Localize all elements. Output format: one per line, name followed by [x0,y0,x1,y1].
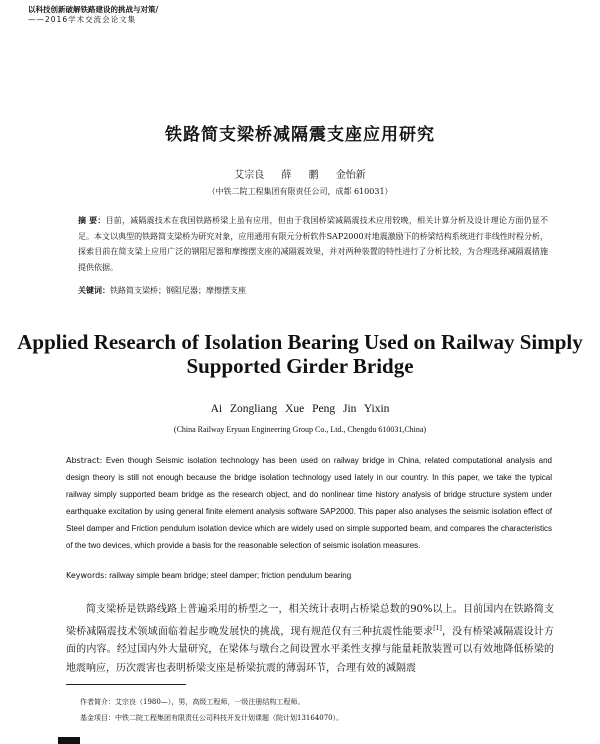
chinese-keywords-text: 铁路简支梁桥；钢阻尼器；摩擦摆支座 [110,286,246,295]
header-proceedings: ——2016学术交流会论文集 [28,15,137,24]
english-keywords-label: Keywords: [66,571,108,580]
footnote-author: 作者简介：艾宗良（1980—），男，高级工程师，一级注册结构工程师。 [80,698,305,706]
english-keywords [66,571,552,580]
chinese-abstract-text: 目前，减隔震技术在我国铁路桥梁上虽有应用，但由于我国桥梁减隔震技术应用较晚，相关计算分析及设计理论方面仍显不足。本文以典型的铁路简支梁桥为研究对象，应用通用有限元分析软件SAP2000对地震激励下的桥梁结构系统进行非线性时程分析，探索目前在简支梁上应用广泛的钢阻尼器和摩擦摆支座的减隔震效果，并对两种装置的特性进行了分析比较，为合理选择减隔震措施提供依据。 [78,216,548,272]
english-title: Applied Research of Isolation Bearing Used on Railway Simply Supported Girder Bridge [17,330,583,378]
body-text-part1: 简支梁桥是铁路线路上普遍采用的桥型之一，相关统计表明占桥梁总数的90%以上。目前国内在铁路简支梁桥减隔震技术领域面临着起步晚发展快的挑战，现有规范仅有三种抗震性能要求 [66,604,554,637]
footnote-funding: 基金项目：中铁二院工程集团有限责任公司科技开发计划课题（院计划13164070）。 [80,714,344,722]
english-authors: Ai Zongliang Xue Peng Jin Yixin [210,403,390,415]
english-keywords-text: railway simple beam bridge; steel damper; friction pendulum bearing [107,571,352,580]
english-affiliation: (China Railway Eryuan Engineering Group Co., Ltd., Chengdu 610031,China) [173,425,427,434]
body-paragraph [66,601,554,678]
english-abstract-label: Abstract: [66,456,103,465]
chinese-abstract-label: 摘 要： [78,216,106,225]
running-header [28,5,158,25]
header-series-title: 以科技创新破解铁路建设的挑战与对策/ [28,5,159,14]
chinese-abstract [78,213,548,275]
footnote-divider [66,684,186,685]
page-corner-mark [58,737,80,744]
chinese-authors: 艾宗良 薛 鹏 金怡新 [234,170,366,181]
body-text-part2: ，没有桥梁减隔震设计方面的内容。经过国内外大量研究，在梁体与墩台之间设置水平柔性支撑与能量耗散装置可以有效地降低桥梁的地震响应，历次震害也表明桥梁支座是桥梁抗震的薄弱环节，合理有效的减隔震 [66,625,555,674]
chinese-keywords-label: 关键词： [78,286,110,295]
english-abstract-text: Even though Seismic isolation technology has been used on railway bridge in China, related computational analysis and design theory is still not enough because the bridge isolation technology used lately in our country. In this paper, we take the typical railway simply supported beam bridge as the research object, and do nonlinear time history analysis of bridge structure system under earthquake excitation by using general finite element analysis software SAP2000. This paper also analyses the seismic isolation effect of Steel damper and Friction pendulum isolation device which are widely used on simple supported beam, and compares the characteristics of the two devices, which provide a basis for the reasonable selection of seismic isolation measures. [66,456,552,550]
english-abstract [66,452,552,554]
chinese-title: 铁路简支梁桥减隔震支座应用研究 [165,125,435,145]
citation-ref: [1] [433,624,442,632]
chinese-keywords [78,285,548,296]
chinese-affiliation: （中铁二院工程集团有限责任公司，成都 610031） [207,187,393,196]
